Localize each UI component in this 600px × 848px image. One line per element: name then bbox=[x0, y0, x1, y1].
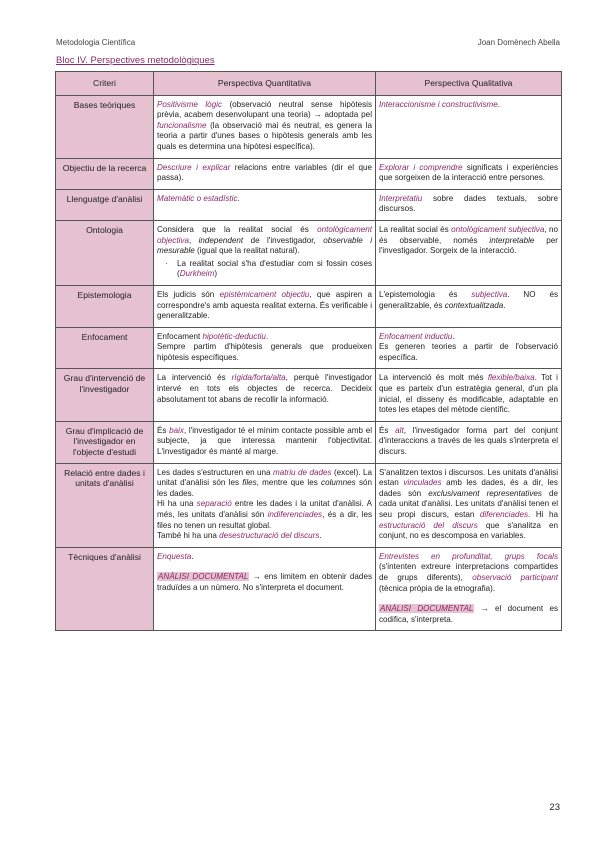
highlight-text: subjectiva bbox=[471, 289, 508, 299]
quantitative-cell bbox=[154, 95, 376, 158]
quantitative-cell bbox=[154, 285, 376, 327]
cell-text: , no és observable, només bbox=[379, 224, 558, 245]
cell-paragraph bbox=[157, 531, 372, 542]
highlight-text: hipotètic-deductiu bbox=[202, 331, 266, 341]
cell-paragraph bbox=[157, 468, 372, 500]
table-header-row bbox=[56, 72, 562, 96]
qualitative-cell bbox=[376, 285, 562, 327]
highlight-text: funcionalisme bbox=[157, 120, 207, 130]
cell-text: La intervenció és bbox=[157, 373, 232, 383]
italic-text: independent bbox=[198, 235, 244, 245]
cell-paragraph bbox=[379, 604, 558, 625]
highlight-text: ontològicament objectiva bbox=[157, 224, 372, 245]
cell-text: , bbox=[188, 235, 199, 245]
table-row bbox=[56, 158, 562, 189]
cell-text: . bbox=[265, 331, 269, 341]
highlight-text: Enfocament inductiu bbox=[379, 331, 453, 341]
table-row bbox=[56, 421, 562, 463]
cell-text: , que aspiren a correspondre's amb aquesta realitat externa. És verificable i generalitzable. bbox=[157, 289, 373, 321]
cell-paragraph bbox=[379, 552, 558, 594]
cell-text: . bbox=[497, 99, 500, 109]
criteri-cell: Relació entre dades i unitats d'anàlisi bbox=[56, 463, 154, 547]
qualitative-cell bbox=[376, 327, 562, 369]
table-row bbox=[56, 463, 562, 547]
highlight-text: desestructuració del discurs bbox=[219, 531, 320, 541]
column-header: Perspectiva Quantitativa bbox=[154, 72, 376, 96]
highlight-text: Interaccionisme i constructivisme bbox=[379, 99, 498, 109]
cell-text: . bbox=[191, 551, 194, 561]
italic-text: observable i mesurable bbox=[157, 235, 372, 256]
cell-text: . Tot i que es parteix d'un estratègia general, d'un pla inicial, el disseny és modificable, adaptable en totes les etapes del mètode científic. bbox=[379, 373, 558, 415]
quantitative-cell bbox=[154, 421, 376, 463]
qualitative-cell bbox=[376, 95, 562, 158]
cell-paragraph bbox=[157, 332, 372, 343]
cell-text: són les dades. bbox=[157, 478, 372, 498]
quantitative-cell bbox=[154, 369, 376, 421]
italic-text: interpretable bbox=[489, 235, 535, 245]
criteri-cell: Objectiu de la recerca bbox=[56, 158, 154, 189]
header-left: Metodologia Científica bbox=[56, 38, 136, 47]
cell-text: amb les dades, és a dir, les dades són bbox=[379, 478, 558, 498]
cell-text: La realitat social s'ha d'estudiar com si fossin coses ( bbox=[177, 258, 372, 279]
header-right: Joan Domènech Abella bbox=[477, 38, 560, 47]
cell-text: (la observació mai és neutral, es genera la teoria a partir d'unes bases o hipòtesis generals amb les quals es determina una hipòtesi específica). bbox=[157, 120, 372, 151]
qualitative-cell bbox=[376, 421, 562, 463]
cell-text: . bbox=[319, 531, 322, 541]
qualitative-cell bbox=[376, 547, 562, 631]
quantitative-cell bbox=[154, 189, 376, 220]
cell-text: , l'investigador forma part del conjunt d'interaccions a través de les quals s'interpreta el discurs. bbox=[379, 425, 558, 457]
highlight-text: Interpretatiu bbox=[379, 193, 423, 203]
cell-text: . bbox=[503, 300, 506, 310]
cell-text: És bbox=[157, 425, 170, 435]
cell-text: (igual que la realitat natural). bbox=[194, 246, 300, 256]
page-number: 23 bbox=[549, 802, 560, 813]
highlight-text: estructuració del discurs bbox=[379, 520, 478, 530]
column-header: Criteri bbox=[56, 72, 154, 96]
highlight-text: indiferenciades bbox=[267, 510, 323, 519]
spacer bbox=[157, 562, 372, 572]
cell-text: → ens limitem en obtenir dades traduïdes a un número. No s'interpreta el document. bbox=[157, 572, 372, 592]
highlight-text: ontològicament subjectiva bbox=[451, 224, 545, 234]
cell-paragraph bbox=[157, 499, 372, 531]
cell-text: La realitat social és bbox=[379, 224, 452, 234]
table-row bbox=[56, 220, 562, 285]
cell-text: Els judicis són bbox=[157, 289, 220, 299]
cell-paragraph bbox=[157, 572, 372, 593]
highlight-text: matriu de dades bbox=[273, 467, 332, 477]
cell-text: . Hi ha bbox=[528, 510, 558, 519]
table-row bbox=[56, 189, 562, 220]
column-header: Perspectiva Qualitativa bbox=[376, 72, 562, 96]
bullet-dot: · bbox=[165, 258, 168, 268]
highlight-text: Matemàtic o estadístic bbox=[157, 193, 238, 203]
quantitative-cell bbox=[154, 220, 376, 285]
highlight-text: diferenciades bbox=[479, 510, 529, 519]
cell-text: S'analitzen textos i discursos. Les unitats d'anàlisi estan bbox=[379, 467, 558, 488]
criteri-cell: Grau d'implicació de l'investigador en l'objecte d'estudi bbox=[56, 421, 154, 463]
cell-paragraph bbox=[157, 225, 372, 257]
cell-text: , mentre que les bbox=[256, 478, 322, 488]
cell-text: Hi ha una bbox=[157, 499, 197, 509]
cell-text: Enfocament bbox=[157, 331, 203, 341]
criteri-cell: Ontologia bbox=[56, 220, 154, 285]
cell-paragraph bbox=[157, 552, 372, 563]
table-row bbox=[56, 285, 562, 327]
criteri-cell: Enfocament bbox=[56, 327, 154, 369]
qualitative-cell bbox=[376, 369, 562, 421]
cell-text: entre les dades i la unitat d'anàlisi. A més, les unitats d'anàlisi són bbox=[157, 499, 372, 519]
quantitative-cell bbox=[154, 158, 376, 189]
cell-text: → el document es codifica, s'interpreta. bbox=[379, 604, 558, 624]
highlight-text: separació bbox=[196, 499, 232, 509]
cell-text: . bbox=[237, 193, 240, 203]
highlight-text: Enquesta bbox=[157, 551, 192, 561]
cell-text: (excel). La unitat d'anàlisi són les bbox=[157, 467, 372, 488]
cell-text: (observació neutral sense hipòtesis prèvia, acabem desenvolupant una teoria) → adoptada pel bbox=[157, 99, 372, 120]
cell-paragraph: Sempre partim d'hipòtesis generals que produeixen hipòtesis específiques. bbox=[157, 342, 372, 362]
bloc-title: Bloc IV. Perspectives metodològiques bbox=[56, 55, 215, 66]
cell-text: de cada unitat d'anàlisi. Les unitats d'anàlisi tenen el seu propi discurs, estan bbox=[379, 488, 558, 519]
cell-text: , perquè l'investigador intervé en tots els objectes de recerca. Decideix absolutament tot abans de recollir la informació. bbox=[157, 373, 372, 404]
criteri-cell: Bases teòriques bbox=[56, 95, 154, 158]
quantitative-cell bbox=[154, 547, 376, 631]
qualitative-cell bbox=[376, 463, 562, 547]
highlight-text: Descriure i explicar bbox=[157, 162, 231, 172]
cell-text: ) bbox=[214, 269, 218, 279]
cell-paragraph bbox=[379, 332, 558, 343]
perspectives-table bbox=[55, 71, 562, 631]
highlight-text: baix bbox=[169, 425, 184, 435]
highlight-text: alt bbox=[395, 425, 404, 435]
italic-text: files bbox=[242, 478, 257, 488]
cell-text: significats i experiències que sorgeixen de la interacció entre persones. bbox=[379, 162, 558, 183]
qualitative-cell bbox=[376, 189, 562, 220]
cell-text: . NO és generalitzable, és bbox=[379, 289, 558, 310]
criteri-cell: Grau d'intervenció de l'investigador bbox=[56, 369, 154, 421]
cell-text: , és a dir, les files no tenen un resultat global. bbox=[157, 510, 372, 530]
table-row bbox=[56, 547, 562, 631]
cell-text: És bbox=[379, 425, 396, 435]
highlight-text: observació participant bbox=[472, 572, 559, 582]
quantitative-cell bbox=[154, 327, 376, 369]
cell-text: . bbox=[452, 331, 455, 341]
table-row bbox=[56, 327, 562, 369]
highlight-text: rígida/forta/alta bbox=[231, 373, 286, 383]
highlight-box: ANÀLISI DOCUMENTAL bbox=[380, 604, 474, 614]
cell-text: relacions entre variables (dir el que passa). bbox=[157, 162, 372, 183]
highlight-text: Durkheim bbox=[179, 269, 215, 279]
italic-text: contextualitzada bbox=[444, 300, 504, 310]
highlight-text: Explorar i comprendre bbox=[379, 162, 463, 172]
qualitative-cell bbox=[376, 220, 562, 285]
cell-text: de l'investigador, bbox=[243, 235, 324, 245]
qualitative-cell bbox=[376, 158, 562, 189]
spacer bbox=[379, 594, 558, 604]
highlight-text: epistèmicament objectiu bbox=[219, 289, 310, 299]
italic-text: exclusivament representatives bbox=[428, 488, 542, 498]
bullet-item bbox=[165, 259, 372, 280]
cell-text: Les dades s'estructuren en una bbox=[157, 467, 274, 477]
cell-text: que s'analitza en conjunt, no es descomposa en variables. bbox=[379, 520, 558, 541]
table-row bbox=[56, 369, 562, 421]
highlight-text: vinculades bbox=[403, 478, 442, 488]
cell-text: La intervenció és molt més bbox=[379, 373, 488, 383]
cell-text: , l'investigador té el mínim contacte possible amb el subjecte, ja que interessa mantenir l'objectivitat. L'investigador és manté al marge. bbox=[157, 425, 372, 457]
highlight-text: flexible/baixa bbox=[487, 373, 535, 383]
cell-text: sobre dades textuals, sobre discursos. bbox=[379, 193, 558, 214]
cell-text: També hi ha una bbox=[157, 531, 220, 541]
cell-text: (s'intenten extreure interpretacions compartides de grups diferents), bbox=[379, 562, 558, 582]
cell-text: (tècnica pròpia de la etnografia). bbox=[379, 583, 496, 593]
highlight-text: Positivisme lògic bbox=[157, 99, 223, 109]
criteri-cell: Epistemologia bbox=[56, 285, 154, 327]
criteri-cell: Llenguatge d'anàlisi bbox=[56, 189, 154, 220]
highlight-text: Entrevistes en profunditat, grups focals bbox=[379, 551, 558, 561]
cell-paragraph: Es generen teories a partir de l'observació específica. bbox=[379, 342, 558, 362]
quantitative-cell bbox=[154, 463, 376, 547]
italic-text: columnes bbox=[321, 478, 356, 488]
cell-text: per l'investigador. Sorgeix de la interacció. bbox=[379, 235, 558, 256]
cell-text: L'epistemologia és bbox=[379, 289, 472, 299]
table-row bbox=[56, 95, 562, 158]
criteri-cell: Tècniques d'anàlisi bbox=[56, 547, 154, 631]
highlight-box: ANÀLISI DOCUMENTAL bbox=[158, 572, 249, 582]
cell-text: Considera que la realitat social és bbox=[157, 224, 318, 234]
bullet-text bbox=[177, 259, 372, 280]
